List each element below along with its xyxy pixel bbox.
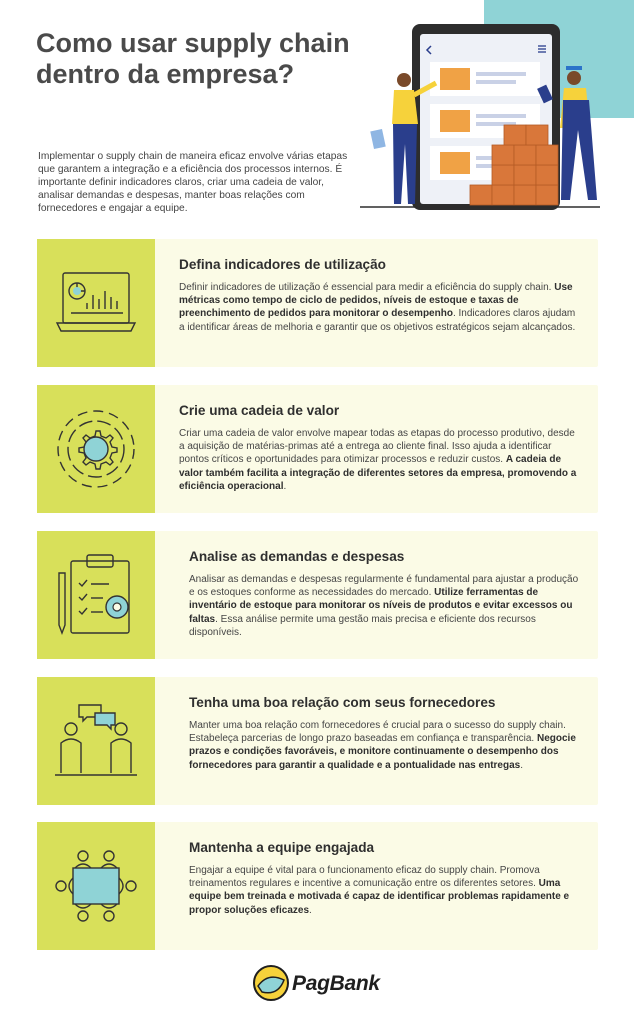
page-title — [36, 28, 376, 90]
card-heading: Tenha uma boa relação com seus fornecedores — [189, 695, 496, 710]
clipboard-gear-icon — [37, 531, 155, 659]
gear-icon — [37, 385, 155, 513]
laptop-chart-icon — [37, 239, 155, 367]
card-heading: Defina indicadores de utilização — [179, 257, 386, 272]
card-text: Engajar a equipe é vital para o funcionamento eficaz do supply chain. Promova treinamentos regulares e incentive a comunicação entre os diferentes setores. Uma equipe bem treinada e motivada é capaz de identificar problemas rapidamente e propor soluções eficazes. — [189, 865, 570, 916]
card-heading: Analise as demandas e despesas — [189, 549, 405, 564]
pagbank-logo — [252, 964, 392, 1004]
card-heading: Mantenha a equipe engajada — [189, 840, 375, 855]
card-icon-panel — [37, 385, 155, 513]
card-text: Criar uma cadeia de valor envolve mapear todas as etapas do processo produtivo, desde a aquisição de matérias-primas até a entrega ao cliente final. Isso ajuda a identificar pontos críticos e oportunidades para otimizar processos e reduzir custos. A cadeia de valor também facilita a integração de diferentes setores da empresa, promovendo a eficiência operacional. — [179, 428, 577, 492]
card-fornecedores — [37, 677, 598, 805]
card-demandas-despesas — [37, 531, 598, 659]
card-equipe — [37, 822, 598, 950]
card-icon-panel — [37, 239, 155, 367]
card-text: Analisar as demandas e despesas regularmente é fundamental para ajustar a produção e os estoques conforme as necessidades do mercado. Utilize ferramentas de inventário de estoque para monitorar os níveis de produtos e evitar excessos ou faltas. Essa análise permite uma gestão mais precisa e eficiente dos recursos disponíveis. — [189, 574, 579, 638]
card-cadeia-valor — [37, 385, 598, 513]
card-icon-panel — [37, 677, 155, 805]
pagbank-logo-icon — [252, 964, 290, 1002]
card-icon-panel — [37, 822, 155, 950]
card-indicadores — [37, 239, 598, 367]
page-title-line2: dentro da empresa? — [36, 59, 295, 89]
card-text: Manter uma boa relação com fornecedores é crucial para o sucesso do supply chain. Estabeleça parcerias de longo prazo baseadas em confiança e transparência. Negocie prazos e condições favoráveis, e monitore continuamente o desempenho dos fornecedores para garantir a qualidade e a pontualidade nas entregas. — [189, 720, 576, 771]
pagbank-logo-text: PagBank — [292, 972, 380, 995]
card-text: Definir indicadores de utilização é essencial para medir a eficiência do supply chain. Use métricas como tempo de ciclo de pedidos, níveis de estoque e taxas de preenchimento de pedidos para monitorar o desempenho. Indicadores claros ajudam a identificar áreas de melhoria e garantir que os objetivos estratégicos sejam alcançados. — [179, 282, 576, 333]
team-table-icon — [37, 822, 155, 950]
hero-illustration — [360, 0, 634, 225]
people-talking-icon — [37, 677, 155, 805]
card-icon-panel — [37, 531, 155, 659]
card-heading: Crie uma cadeia de valor — [179, 403, 340, 418]
page-title-line1: Como usar supply chain — [36, 28, 350, 58]
intro-paragraph: Implementar o supply chain de maneira eficaz envolve várias etapas que garantem a integração e a eficiência dos processos internos. É importante definir indicadores claros, criar uma cadeia de valor, analisar demandas e despesas, manter boas relações com fornecedores e engajar a equipe. — [38, 151, 348, 214]
